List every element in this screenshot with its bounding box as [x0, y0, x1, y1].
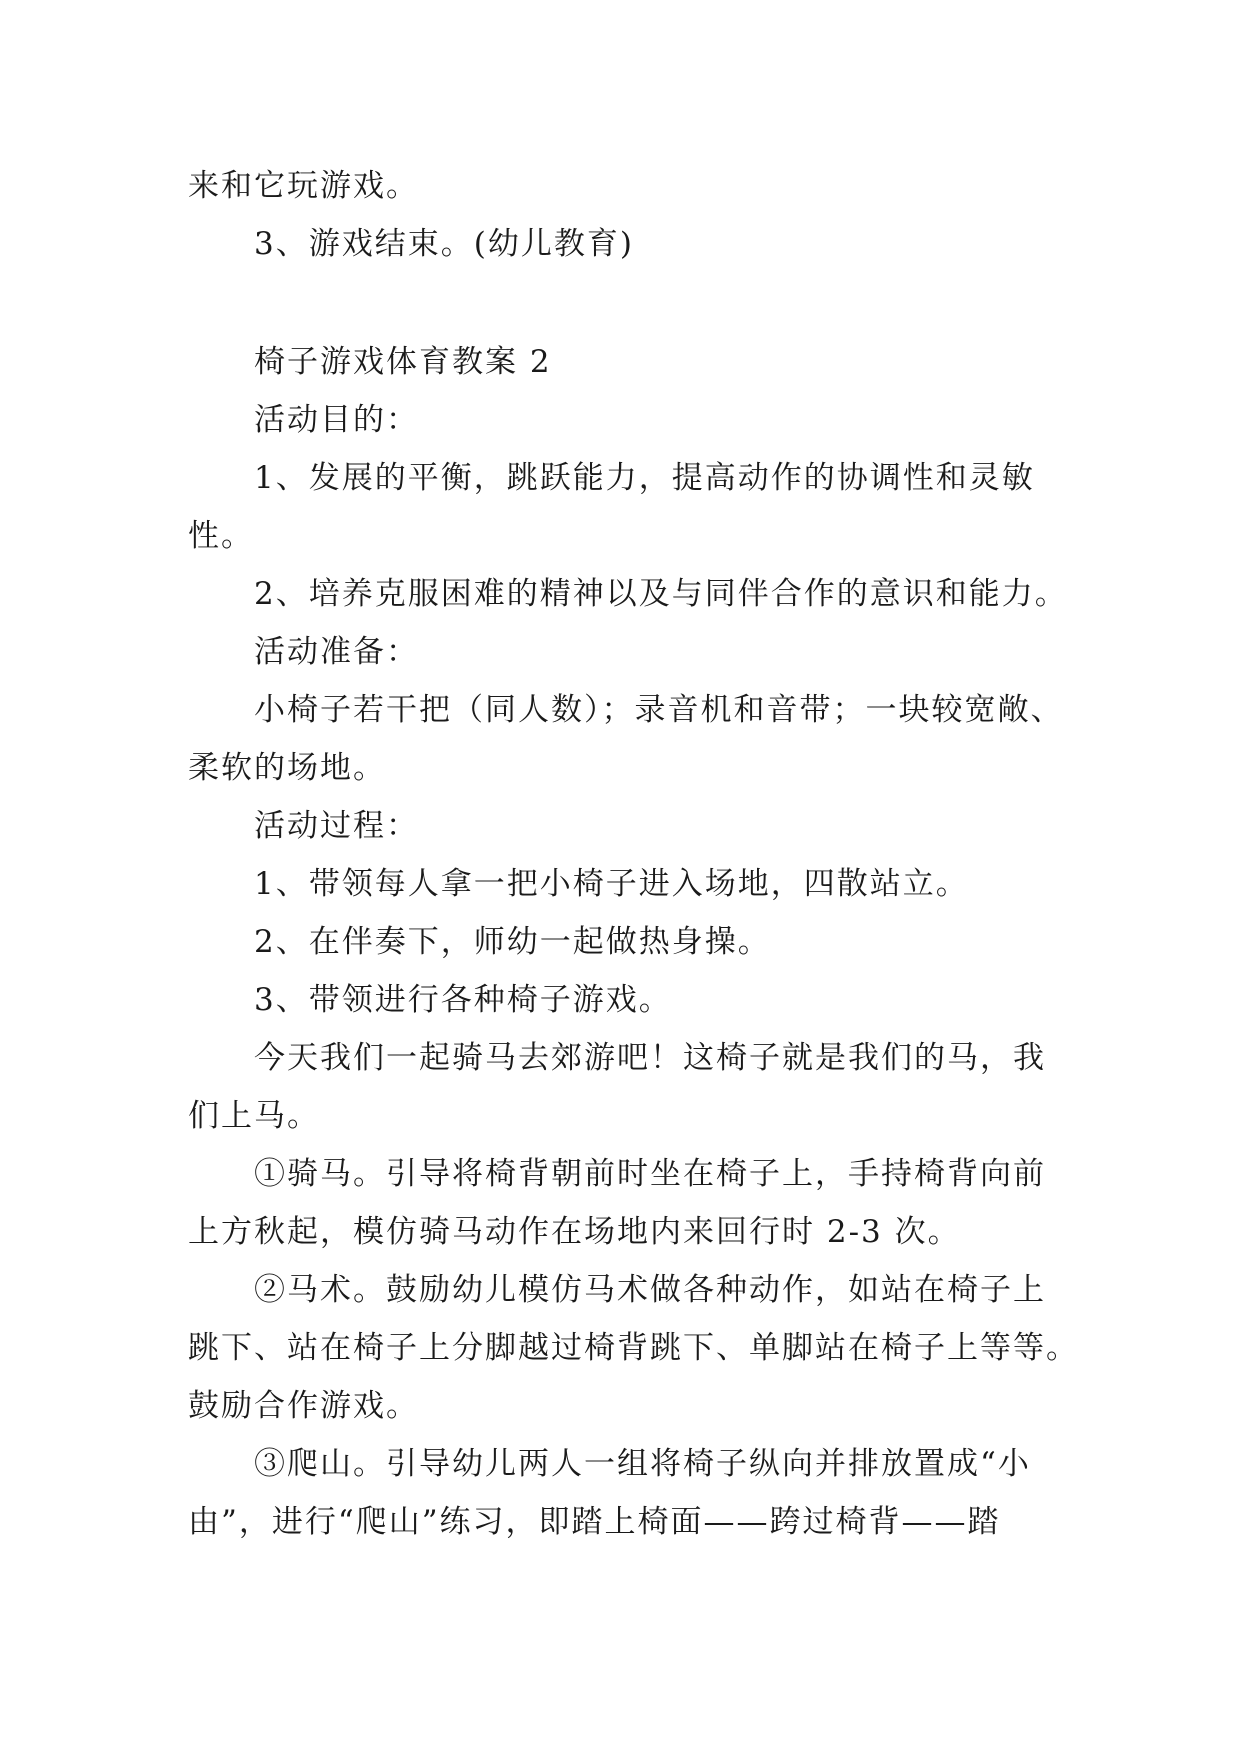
- text-line: 小椅子若干把（同人数）；录音机和音带；一块较宽敞、: [254, 692, 1064, 728]
- text-line: 2、在伴奏下，师幼一起做热身操。: [254, 924, 771, 960]
- text-line: ②马术。鼓励幼儿模仿马术做各种动作，如站在椅子上: [254, 1272, 1046, 1308]
- text-line: 跳下、站在椅子上分脚越过椅背跳下、单脚站在椅子上等等。: [188, 1330, 1079, 1366]
- text-line: 1、发展的平衡，跳跃能力，提高动作的协调性和灵敏: [254, 460, 1035, 496]
- text-line: 3、带领进行各种椅子游戏。: [254, 982, 672, 1018]
- text-line: 活动过程：: [254, 808, 419, 844]
- text-line: 们上马。: [188, 1098, 320, 1134]
- section-heading: 椅子游戏体育教案 2: [254, 344, 552, 380]
- text-line: 由”，进行“爬山”练习，即踏上椅面——跨过椅背——踏: [188, 1504, 1001, 1540]
- text-line: 今天我们一起骑马去郊游吧！这椅子就是我们的马，我: [254, 1040, 1046, 1076]
- text-line: 活动准备：: [254, 634, 419, 670]
- text-line: ①骑马。引导将椅背朝前时坐在椅子上，手持椅背向前: [254, 1156, 1046, 1192]
- text-line: 1、带领每人拿一把小椅子进入场地，四散站立。: [254, 866, 969, 902]
- text-line: 鼓励合作游戏。: [188, 1388, 419, 1424]
- text-line: 2、培养克服困难的精神以及与同伴合作的意识和能力。: [254, 576, 1068, 612]
- text-line: 柔软的场地。: [188, 750, 386, 786]
- text-line: ③爬山。引导幼儿两人一组将椅子纵向并排放置成“小: [254, 1446, 1031, 1482]
- text-line: 性。: [188, 518, 254, 554]
- text-line: 上方秋起，模仿骑马动作在场地内来回行时 2-3 次。: [188, 1214, 961, 1250]
- text-line: 来和它玩游戏。: [188, 168, 419, 204]
- text-line: 3、游戏结束。(幼儿教育): [254, 226, 634, 262]
- text-line: 活动目的：: [254, 402, 419, 438]
